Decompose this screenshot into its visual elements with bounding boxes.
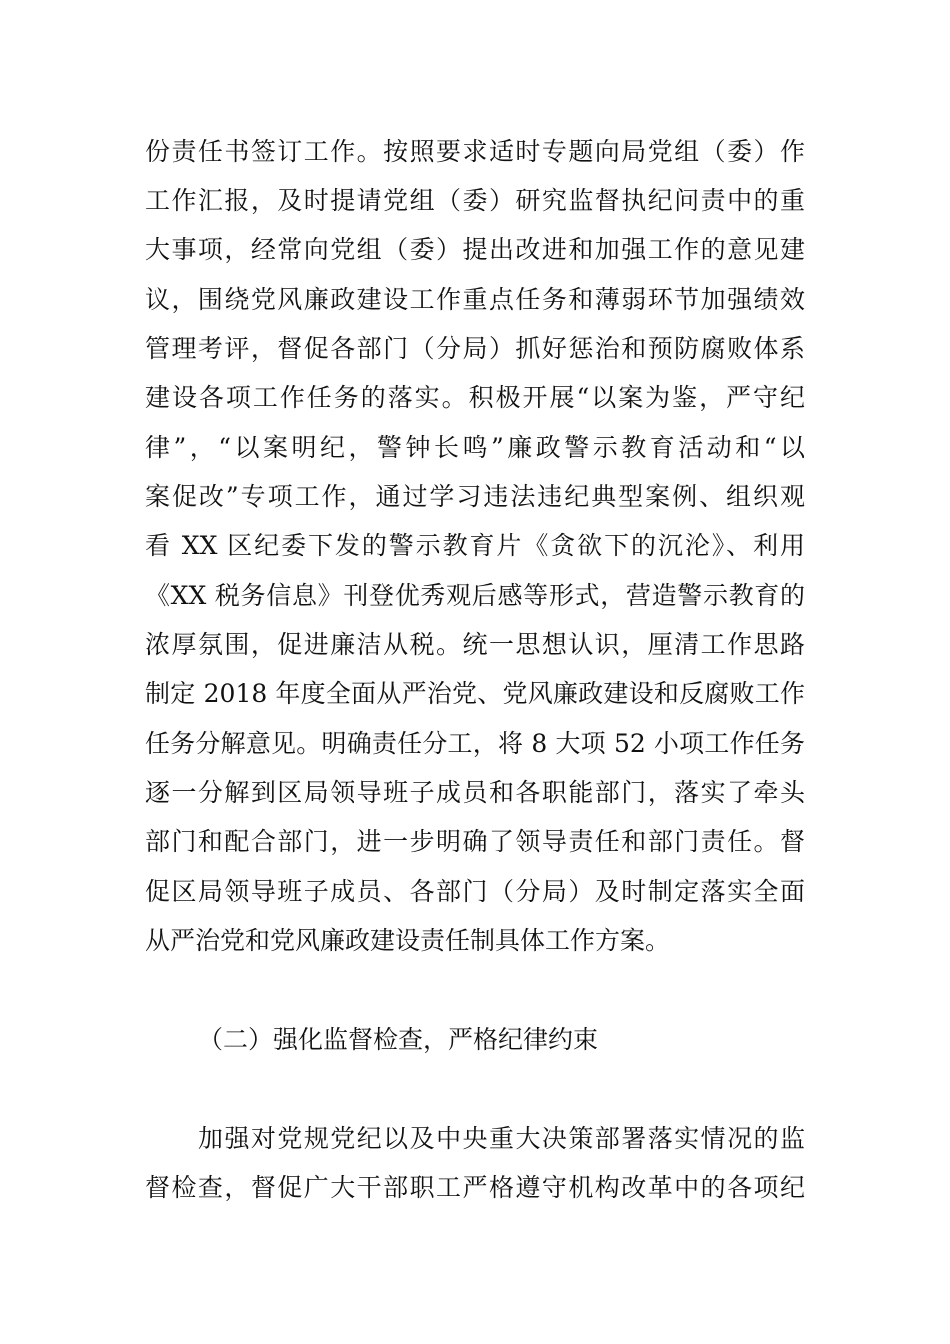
paragraph-line: 案促改”专项工作，通过学习违法违纪典型案例、组织观 (145, 482, 805, 511)
paragraph-line: 份责任书签订工作。按照要求适时专题向局党组（委）作 (145, 137, 805, 166)
section-heading: （二）强化监督检查，严格纪律约束 (198, 1025, 599, 1054)
paragraph-line: 建设各项工作任务的落实。积极开展“以案为鉴，严守纪 (145, 383, 805, 412)
paragraph-line: 《XX 税务信息》刊登优秀观后感等形式，营造警示教育的 (145, 581, 805, 610)
paragraph-line: 大事项，经常向党组（委）提出改进和加强工作的意见建 (145, 235, 805, 264)
paragraph-line: 促区局领导班子成员、各部门（分局）及时制定落实全面 (145, 877, 805, 906)
paragraph-line: 浓厚氛围，促进廉洁从税。统一思想认识，厘清工作思路 (145, 630, 805, 659)
paragraph-line: 工作汇报，及时提请党组（委）研究监督执纪问责中的重 (145, 186, 805, 215)
paragraph-line: 加强对党规党纪以及中央重大决策部署落实情况的监 (198, 1124, 805, 1153)
paragraph-line: 任务分解意见。明确责任分工，将 8 大项 52 小项工作任务 (145, 729, 805, 758)
paragraph-line: 从严治党和党风廉政建设责任制具体工作方案。 (145, 926, 671, 955)
paragraph-line: 逐一分解到区局领导班子成员和各职能部门，落实了牵头 (145, 778, 805, 807)
paragraph-line: 律”，“以案明纪，警钟长鸣”廉政警示教育活动和“以 (145, 433, 805, 462)
paragraph-line: 看 XX 区纪委下发的警示教育片《贪欲下的沉沦》、利用 (145, 531, 805, 560)
paragraph-line: 督检查，督促广大干部职工严格遵守机构改革中的各项纪 (145, 1173, 805, 1202)
paragraph-line: 制定 2018 年度全面从严治党、党风廉政建设和反腐败工作 (145, 679, 805, 708)
paragraph-line: 议，围绕党风廉政建设工作重点任务和薄弱环节加强绩效 (145, 285, 805, 314)
paragraph-line: 管理考评，督促各部门（分局）抓好惩治和预防腐败体系 (145, 334, 805, 363)
paragraph-line: 部门和配合部门，进一步明确了领导责任和部门责任。督 (145, 827, 805, 856)
